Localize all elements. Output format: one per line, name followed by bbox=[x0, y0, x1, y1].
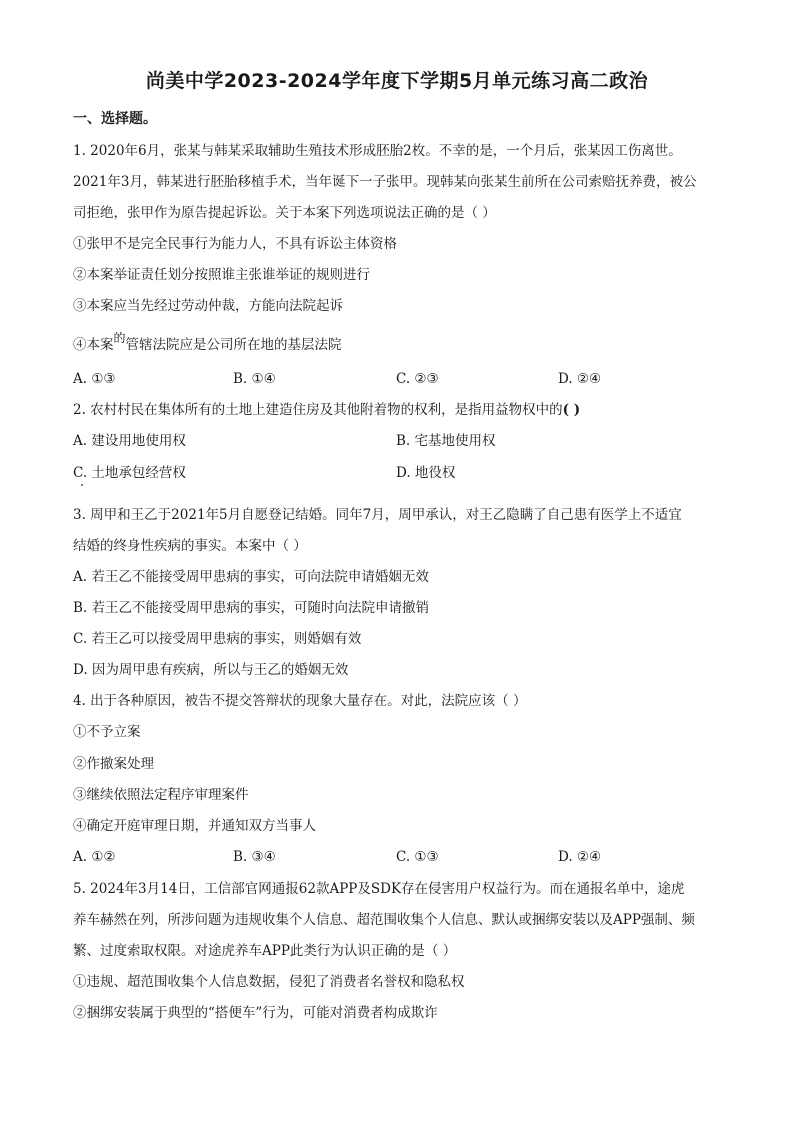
q1-option-d[interactable]: D. ②④ bbox=[558, 371, 602, 387]
q4-item-1: ①不予立案 bbox=[73, 724, 141, 740]
q1-item-4-prefix: ④本案 bbox=[73, 337, 114, 353]
q2-option-a[interactable]: A. 建设用地使用权 bbox=[73, 433, 186, 449]
q5-item-2: ②捆绑安装属于典型的“搭便车”行为，可能对消费者构成欺诈 bbox=[73, 1005, 438, 1021]
q1-item-3: ③本案应当先经过劳动仲裁，方能向法院起诉 bbox=[73, 298, 343, 314]
q5-stem-line-1: 5. 2024年3月14日，工信部官网通报62款APP及SDK存在侵害用户权益行为。而在通报名单中，途虎 bbox=[73, 881, 685, 897]
q3-choice-b[interactable]: B. 若王乙不能接受周甲患病的事实，可随时向法院申请撤销 bbox=[73, 600, 430, 616]
q1-item-4-raised-char: 的 bbox=[113, 331, 126, 345]
q3-choice-c[interactable]: C. 若王乙可以接受周甲患病的事实，则婚姻有效 bbox=[73, 631, 362, 647]
q1-item-4-rest: 管辖法院应是公司所在地的基层法院 bbox=[125, 337, 342, 353]
q3-stem-line-2: 结婚的终身性疾病的事实。本案中（ ） bbox=[73, 538, 307, 554]
q2-option-b[interactable]: B. 宅基地使用权 bbox=[396, 433, 496, 449]
q5-stem-line-2: 养车赫然在列，所涉问题为违规收集个人信息、超范围收集个人信息、默认或捆绑安装以及APP强制、频 bbox=[73, 912, 695, 928]
q4-item-3: ③继续依照法定程序审理案件 bbox=[73, 787, 249, 803]
q3-choice-a[interactable]: A. 若王乙不能接受周甲患病的事实，可向法院申请婚姻无效 bbox=[73, 569, 429, 585]
q1-option-a[interactable]: A. ①③ bbox=[73, 371, 116, 387]
q5-item-1: ①违规、超范围收集个人信息数据，侵犯了消费者名誉权和隐私权 bbox=[73, 974, 465, 990]
q1-option-b[interactable]: B. ①④ bbox=[233, 371, 276, 387]
q4-option-b[interactable]: B. ③④ bbox=[233, 849, 276, 865]
q4-option-c[interactable]: C. ①③ bbox=[396, 849, 439, 865]
q2-option-d[interactable]: D. 地役权 bbox=[396, 465, 456, 481]
q4-item-4: ④确定开庭审理日期，并通知双方当事人 bbox=[73, 818, 316, 834]
q2-stem bbox=[73, 401, 580, 419]
stray-dot bbox=[81, 484, 83, 486]
q1-stem-line-3: 司拒绝，张甲作为原告提起诉讼。关于本案下列选项说法正确的是（ ） bbox=[73, 205, 496, 221]
q2-stem-text: 2. 农村村民在集体所有的土地上建造住房及其他附着物的权利，是指用益物权中的 bbox=[73, 402, 563, 418]
q2-option-c[interactable]: C. 土地承包经营权 bbox=[73, 465, 186, 481]
q3-choice-d[interactable]: D. 因为周甲患有疾病，所以与王乙的婚姻无效 bbox=[73, 662, 349, 678]
q1-item-1: ①张甲不是完全民事行为能力人，不具有诉讼主体资格 bbox=[73, 236, 397, 252]
q1-stem-line-1: 1. 2020年6月，张某与韩某采取辅助生殖技术形成胚胎2枚。不幸的是，一个月后，张某因工伤离世。 bbox=[73, 143, 682, 159]
q4-stem: 4. 出于各种原因，被告不提交答辩状的现象大量存在。对此，法院应该（ ） bbox=[73, 693, 527, 709]
q2-stem-paren: ( ) bbox=[562, 402, 581, 418]
q4-option-a[interactable]: A. ①② bbox=[73, 849, 116, 865]
q4-option-d[interactable]: D. ②④ bbox=[558, 849, 602, 865]
q3-stem-line-1: 3. 周甲和王乙于2021年5月自愿登记结婚。同年7月，周甲承认，对王乙隐瞒了自己患有医学上不适宜 bbox=[73, 507, 682, 523]
q5-stem-line-3: 繁、过度索取权限。对途虎养车APP此类行为认识正确的是（ ） bbox=[73, 943, 457, 959]
q1-item-2: ②本案举证责任划分按照谁主张谁举证的规则进行 bbox=[73, 267, 370, 283]
q4-item-2: ②作撤案处理 bbox=[73, 756, 154, 772]
section-heading: 一、选择题。 bbox=[73, 111, 157, 127]
q1-stem-line-2: 2021年3月，韩某进行胚胎移植手术，当年诞下一子张甲。现韩某向张某生前所在公司索赔抚养费，被公 bbox=[73, 174, 697, 190]
q1-option-c[interactable]: C. ②③ bbox=[396, 371, 439, 387]
q1-item-4 bbox=[73, 331, 342, 354]
page-title: 尚美中学2023-2024学年度下学期5月单元练习高二政治 bbox=[145, 70, 649, 92]
